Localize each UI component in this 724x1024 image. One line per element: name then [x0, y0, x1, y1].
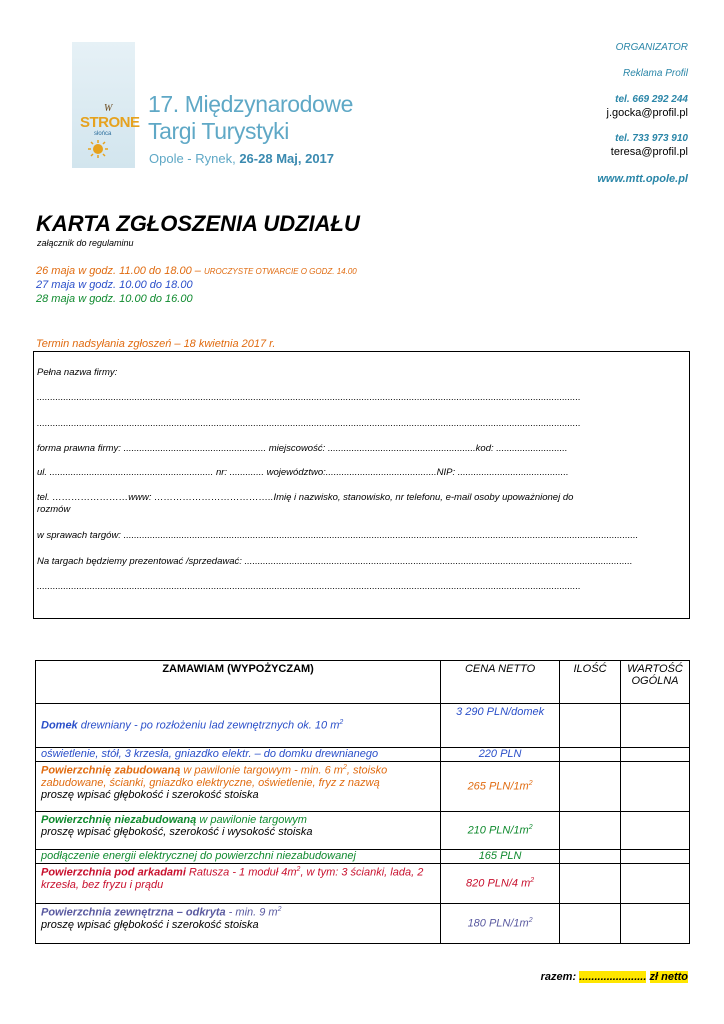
- item-desc: [36, 864, 441, 904]
- item-text: w pawilonie targowym - min. 6 m: [180, 764, 343, 777]
- item-qty-cell[interactable]: [560, 904, 621, 944]
- submission-deadline: Termin nadsyłania zgłoszeń – 18 kwietnia 2017 r.: [36, 338, 276, 350]
- item-price-text: 265 PLN/1m: [467, 780, 529, 793]
- event-title-line1: 17. Międzynarodowe: [148, 91, 354, 117]
- item-name: Powierzchnię niezabudowaną: [41, 814, 197, 826]
- item-desc: oświetlenie, stół, 3 krzesła, gniazdko elektr. – do domku drewnianego: [36, 748, 441, 762]
- page-title: KARTA ZGŁOSZENIA UDZIAŁU: [36, 211, 360, 236]
- schedule-opening-note: UROCZYSTE OTWARCIE O GODZ. 14.00: [203, 267, 357, 276]
- organizer-phone2: tel. 733 973 910: [615, 133, 688, 144]
- order-row-electricity: [36, 850, 690, 864]
- contact-person-cont: rozmów: [37, 504, 71, 515]
- item-desc: [36, 812, 441, 850]
- total-value-field[interactable]: ......................: [579, 971, 647, 983]
- header-order: ZAMAWIAM (WYPOŻYCZAM): [36, 661, 441, 704]
- event-dates: 26-28 Maj, 2017: [239, 151, 335, 166]
- schedule-day3: 28 maja w godz. 10.00 do 16.00: [36, 293, 193, 305]
- item-price-sup: 2: [528, 824, 533, 832]
- legal-form-field[interactable]: forma prawna firmy: ...................................................... miejscowość: ........................................................kod: ...........................: [37, 443, 568, 454]
- order-row-outdoor: [36, 904, 690, 944]
- item-qty-cell[interactable]: [560, 812, 621, 850]
- item-note: proszę wpisać głębokość, szerokość i wysokość stoiska: [41, 826, 313, 838]
- item-price-sup: 2: [528, 780, 533, 788]
- item-desc: [36, 762, 441, 812]
- organizer-email1[interactable]: j.gocka@profil.pl: [606, 107, 688, 119]
- item-note: proszę wpisać głębokość i szerokość stoiska: [41, 918, 259, 931]
- item-desc: podłączenie energii elektrycznej do powierzchni niezabudowanej: [36, 850, 441, 864]
- item-value-cell[interactable]: [620, 904, 689, 944]
- item-price: [441, 762, 560, 812]
- item-value-cell[interactable]: [620, 748, 689, 762]
- item-price: 3 290 PLN/domek: [441, 704, 560, 748]
- order-row-built-space: [36, 762, 690, 812]
- header-qty: ILOŚĆ: [560, 661, 621, 704]
- schedule-day1-text: 26 maja w godz. 11.00 do 18.00 –: [36, 265, 201, 277]
- logo-small-text: W: [104, 103, 113, 114]
- item-price: 165 PLN: [441, 850, 560, 864]
- item-value-cell[interactable]: [620, 864, 689, 904]
- item-qty-cell[interactable]: [560, 704, 621, 748]
- item-desc: [36, 904, 441, 944]
- logo-word: STRONE: [80, 114, 140, 131]
- order-row-arcades: [36, 864, 690, 904]
- total-label: razem:: [540, 971, 577, 983]
- item-text: drewniany - po rozłożeniu lad zewnętrznych ok. 10 m: [77, 719, 340, 732]
- contact-person-field[interactable]: tel. ……………………www: ………………………………..Imię i nazwisko, stanowisko, nr telefonu, e-mail osoby upoważnionej do: [37, 492, 574, 503]
- sun-icon: [85, 140, 111, 158]
- schedule-day2: 27 maja w godz. 10.00 do 18.00: [36, 279, 193, 291]
- item-value-cell[interactable]: [620, 762, 689, 812]
- item-price-text: 820 PLN/4 m: [466, 877, 531, 890]
- order-total: [541, 971, 688, 983]
- item-value-cell[interactable]: [620, 812, 689, 850]
- item-sup: 2: [277, 906, 282, 913]
- item-desc: [36, 704, 441, 748]
- item-price: [441, 864, 560, 904]
- item-value-cell[interactable]: [620, 704, 689, 748]
- total-suffix: zł netto: [649, 971, 688, 983]
- order-row-house-equipment: [36, 748, 690, 762]
- item-name: Domek: [41, 719, 78, 732]
- item-qty-cell[interactable]: [560, 748, 621, 762]
- item-name: Powierzchnia pod arkadami: [41, 866, 186, 879]
- item-text: Ratusza - 1 moduł 4m: [185, 866, 297, 879]
- order-row-house: [36, 704, 690, 748]
- schedule-day1: [36, 265, 357, 277]
- item-note: proszę wpisać głębokość i szerokość stoiska: [41, 788, 259, 801]
- item-qty-cell[interactable]: [560, 864, 621, 904]
- address-field[interactable]: ul. .............................................................. nr: ............. województwo:..........................................NIP: ..........................................: [37, 467, 569, 478]
- item-price: 220 PLN: [441, 748, 560, 762]
- organizer-name: Reklama Profil: [622, 68, 688, 79]
- header-value: WARTOŚĆ OGÓLNA: [620, 661, 689, 704]
- header-price: CENA NETTO: [441, 661, 560, 704]
- present-products-line[interactable]: ..............................................................................................................................................................................................................: [37, 581, 581, 592]
- fair-contact-field[interactable]: w sprawach targów: ...................................................................................................................................................................................................: [37, 530, 639, 541]
- item-text: w pawilonie targowym: [196, 814, 307, 826]
- item-name: Powierzchnia zewnętrzna – odkryta: [41, 906, 226, 919]
- item-sup: 2: [339, 719, 344, 727]
- item-price-sup: 2: [528, 917, 533, 925]
- item-sup: 2: [296, 866, 301, 873]
- event-place-dates: [149, 151, 334, 166]
- firm-name-field[interactable]: Pełna nazwa firmy:: [37, 367, 118, 378]
- order-row-unbuilt-space: [36, 812, 690, 850]
- organizer-website[interactable]: www.mtt.opole.pl: [597, 173, 688, 185]
- item-qty-cell[interactable]: [560, 850, 621, 864]
- event-title-line2: Targi Turystyki: [148, 118, 289, 144]
- organizer-phone1: tel. 669 292 244: [615, 94, 688, 105]
- item-name: Powierzchnię zabudowaną: [41, 764, 181, 777]
- item-text2: , stoisko zabudowane, ścianki, gniazdko elektryczne, oświetlenie, fryz z nazwą: [41, 764, 388, 789]
- item-sup: 2: [342, 764, 347, 771]
- event-place: Opole - Rynek,: [149, 151, 236, 166]
- item-text: - min. 9 m: [225, 906, 278, 919]
- page-subtitle: załącznik do regulaminu: [37, 238, 134, 248]
- firm-name-line2[interactable]: ..............................................................................................................................................................................................................: [37, 418, 581, 429]
- order-header-row: [36, 661, 690, 704]
- item-price-sup: 2: [530, 877, 535, 885]
- item-price: [441, 904, 560, 944]
- logo-subtext: słońca: [94, 131, 112, 137]
- item-price-text: 210 PLN/1m: [467, 824, 529, 837]
- item-text2: , w tym: 3 ścianki, lada, 2 krzesła, bez fryzu i prądu: [41, 866, 424, 891]
- item-value-cell[interactable]: [620, 850, 689, 864]
- firm-name-line1[interactable]: ..............................................................................................................................................................................................................: [37, 392, 581, 403]
- organizer-label: ORGANIZATOR: [615, 42, 688, 53]
- item-price: [441, 812, 560, 850]
- present-products-field[interactable]: Na targach będziemy prezentować /sprzedawać: ...................................................................................................................................................: [37, 556, 633, 567]
- item-price-text: 180 PLN/1m: [467, 917, 529, 930]
- order-table: [35, 660, 690, 944]
- item-qty-cell[interactable]: [560, 762, 621, 812]
- organizer-email2[interactable]: teresa@profil.pl: [610, 146, 688, 158]
